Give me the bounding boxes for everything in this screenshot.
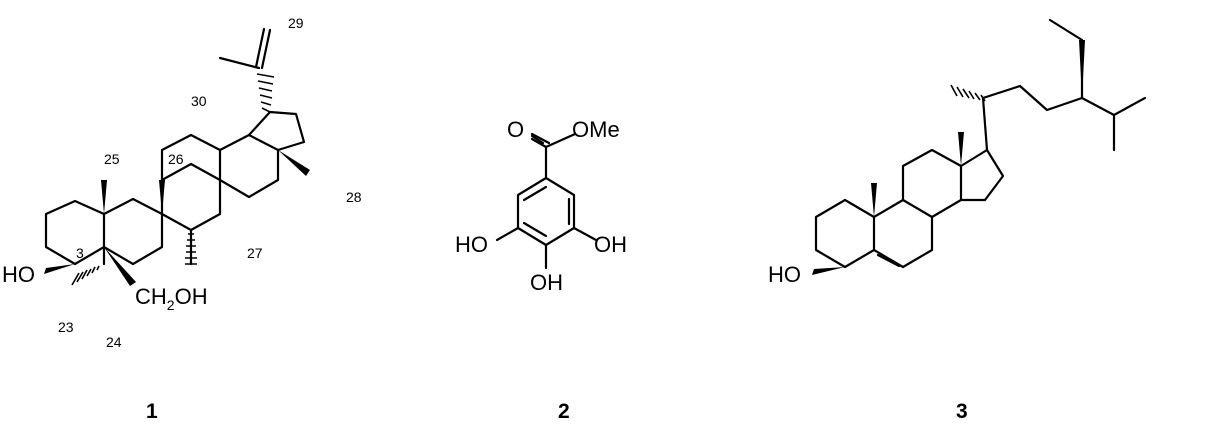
carbon-number-25: 25 [104, 151, 120, 167]
carbon-number-24: 24 [106, 334, 122, 350]
c3-oh-wedge [44, 264, 75, 274]
carbon-number-3: 3 [76, 245, 84, 261]
c24-wedge [104, 247, 136, 286]
compound-1-id: 1 [146, 400, 158, 423]
compound-3-side-chain [951, 20, 1145, 150]
compound-3-id: 3 [956, 400, 968, 423]
compound-3-ring-c [903, 150, 961, 217]
compound-3-structure [766, 20, 1145, 423]
compound-3-ring-d [961, 150, 1003, 200]
compound-2-oh-right: OH [594, 232, 627, 257]
carbon-number-26: 26 [168, 151, 184, 167]
compound-1-hydroxyl-label: HO [2, 262, 35, 287]
compound-3-hydroxyl-label: HO [768, 262, 801, 287]
methyl-23-hash [72, 266, 99, 285]
carbon-number-30: 30 [191, 93, 207, 109]
compound-1-structure [0, 15, 362, 423]
carbon-number-28: 28 [346, 189, 362, 205]
compound-1-hydroxymethyl-label: $CH_2OH$ [135, 284, 208, 313]
compound-2-carbonyl-oxygen: O [507, 117, 525, 142]
carbon-number-29: 29 [288, 15, 304, 31]
methyl-26-wedge [159, 180, 165, 214]
compound-3-oh-wedge [812, 267, 845, 275]
compound-2-ester-label: OMe [572, 117, 620, 142]
compound-3-ring-b [874, 200, 932, 267]
compound-2-id: 2 [558, 400, 570, 423]
compound-2-ester-group [532, 134, 575, 178]
compound-2-structure [455, 117, 627, 423]
compound-3-methyl-18-wedge [958, 132, 964, 166]
carbon-number-27: 27 [247, 245, 263, 261]
compound-2-oh-left: HO [455, 232, 488, 257]
carbon-number-23: 23 [58, 319, 74, 335]
compound-3-ring-a [816, 200, 874, 267]
methyl-28-wedge [278, 150, 310, 176]
methyl-25-wedge [101, 180, 107, 214]
compound-2-oh-bottom: OH [530, 270, 563, 295]
compound-3-methyl-19-wedge [871, 183, 877, 217]
compound-1-ring-a [46, 201, 104, 264]
compound-1-ring-b [104, 199, 162, 264]
compound-1-ring-e [249, 112, 304, 150]
compound-2-benzene-ring [518, 178, 574, 245]
compound-1-ring-d [220, 135, 278, 197]
compound-1-isopropenyl [220, 29, 274, 112]
